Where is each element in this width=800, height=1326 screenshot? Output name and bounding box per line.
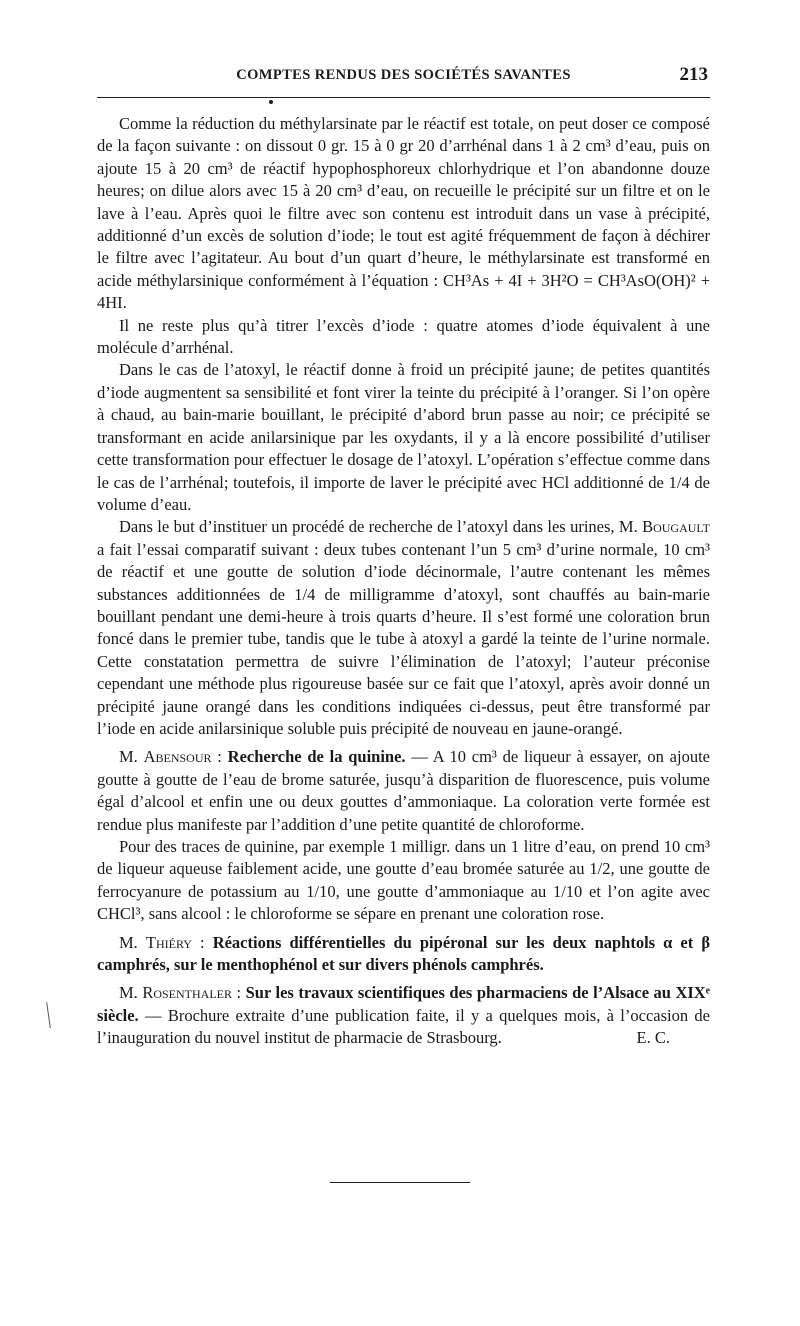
paragraph-bougault	[97, 516, 710, 740]
page-header	[97, 64, 710, 88]
author-name: Abensour	[143, 747, 212, 767]
paragraph-text: a fait l’essai comparatif suivant : deux tubes contenant l’un 5 cm³ d’urine normale, 10 cm³ de réactif et une goutte de solution d’iode décinormale, l’autre contenant les mêmes substances additionnées de 1/4 de milligramme d’atoxyl, sont chauffés au bain-marie bouillant pendant une demi-heure à trois quarts d’heure. Il s’est formé une coloration brun foncé dans le premier tube, tandis que le tube à atoxyl a gardé la teinte de l’urine normale. Cette constatation permettra de suivre l’élimination de l’atoxyl; l’auteur préconise cependant une méthode plus rigoureuse basée sur ce fait que l’atoxyl, après avoir donné un précipité jaune orangé dans les conditions indiquées ci-dessus, peut être transformé par l’iode en acide anilarsinique soluble puis précipité de nouveau en jaune-orangé.	[97, 539, 710, 738]
communication-title: Réactions différentielles du pipéronal sur les deux naphtols α et β camphrés, sur le menthophénol et sur divers phénols camphrés.	[97, 932, 711, 975]
separator: :	[191, 932, 213, 952]
author-name: Thiéry	[145, 932, 192, 952]
paragraph-iode-titration: Il ne reste plus qu’à titrer l’excès d’iode : quatre atomes d’iode équivalent à une molécule d’arrhénal.	[97, 315, 710, 358]
header-rule	[97, 97, 710, 98]
paragraph-prefix: M.	[119, 747, 144, 767]
paragraph-rosenthaler	[97, 982, 710, 1049]
paragraph-quinine-traces: Pour des traces de quinine, par exemple 1 milligr. dans un 1 litre d’eau, on prend 10 cm³ de liqueur aqueuse faiblement acide, une goutte d’eau bromée saturée au 1/2, une goutte de ferrocyanure de potassium au 1/10, une goutte d’ammoniaque au 1/10 et l’on agite avec CHCl³, sans alcool : le chloroforme se sépare en prenant une coloration rose.	[97, 837, 710, 924]
paragraph-prefix: M.	[119, 983, 143, 1003]
separator: :	[231, 983, 246, 1003]
footer-rule	[330, 1182, 470, 1183]
margin-mark	[46, 1002, 53, 1028]
running-title: COMPTES RENDUS DES SOCIÉTÉS SAVANTES	[236, 67, 571, 83]
page-number: 213	[679, 64, 708, 85]
communication-title: Sur les travaux scientifiques des pharmaciens de l’Alsace au XIXᵉ siècle.	[97, 983, 710, 1025]
paragraph-prefix: M.	[119, 932, 146, 952]
header-dot	[269, 100, 273, 104]
paragraph-text: — Brochure extraite d’une publication faite, il y a quelques mois, à l’occasion de l’inauguration du nouvel institut de pharmacie de Strasbourg.	[97, 1005, 710, 1048]
communication-title: Recherche de la quinine.	[227, 747, 406, 767]
paragraph-arrhenal-dosage: Comme la réduction du méthylarsinate par le réactif est totale, on peut doser ce composé de la façon suivante : on dissout 0 gr. 15 à 0 gr 20 d’arrhénal dans 1 à 2 cm³ d’eau, puis on ajoute 15 à 20 cm³ de réactif hypophosphoreux chlorhydrique et l’on abandonne douze heures; on dilue alors avec 15 à 20 cm³ d’eau, on recueille le précipité sur un filtre et on le lave à l’eau. Après quoi le filtre avec son contenu est introduit dans un vase à précipité, additionné d’un excès de solution d’iode; le tout est agité fréquemment de façon à déchirer le filtre avec l’agitateur. Au bout d’un quart d’heure, le méthylarsinate est transformé en acide méthylarsinique conformément à l’équation : CH³As + 4I + 3H²O = CH³AsO(OH)² + 4HI.	[97, 114, 710, 313]
paragraph-text: — A 10 cm³ de liqueur à essayer, on ajoute goutte à goutte de l’eau de brome saturée, jusqu’à disparition de fluorescence, puis volume égal d’alcool et enfin une ou deux gouttes d’ammoniaque. La coloration verte formée est rendue plus manifeste par l’addition d’une petite quantité de chloroforme.	[97, 747, 710, 834]
paragraph-thiery	[97, 932, 710, 977]
paragraph-atoxyl: Dans le cas de l’atoxyl, le réactif donne à froid un précipité jaune; de petites quantités d’iode augmentent sa sensibilité et font virer la teinte du précipité à l’oranger. Si l’on opère à chaud, au bain-marie bouillant, le précipité d’abord brun passe au noir; ce précipité se transformant en acide anilarsinique par les oxydants, il y a là encore possibilité d’utiliser cette transformation pour effectuer le dosage de l’atoxyl. L’opération s’effectue comme dans le cas de l’arrhénal; toutefois, il importe de laver le précipité avec HCl additionné de 1/4 de volume d’eau.	[97, 360, 710, 514]
journal-page	[97, 0, 710, 1326]
author-name: Bougault	[642, 517, 710, 537]
paragraph-abensour	[97, 746, 710, 836]
paragraph-text: Dans le but d’instituer un procédé de recherche de l’atoxyl dans les urines, M.	[119, 517, 643, 537]
author-name: Rosenthaler	[142, 983, 232, 1003]
signature: E. C.	[636, 1028, 670, 1048]
article-body	[97, 113, 710, 1050]
separator: :	[211, 747, 228, 767]
